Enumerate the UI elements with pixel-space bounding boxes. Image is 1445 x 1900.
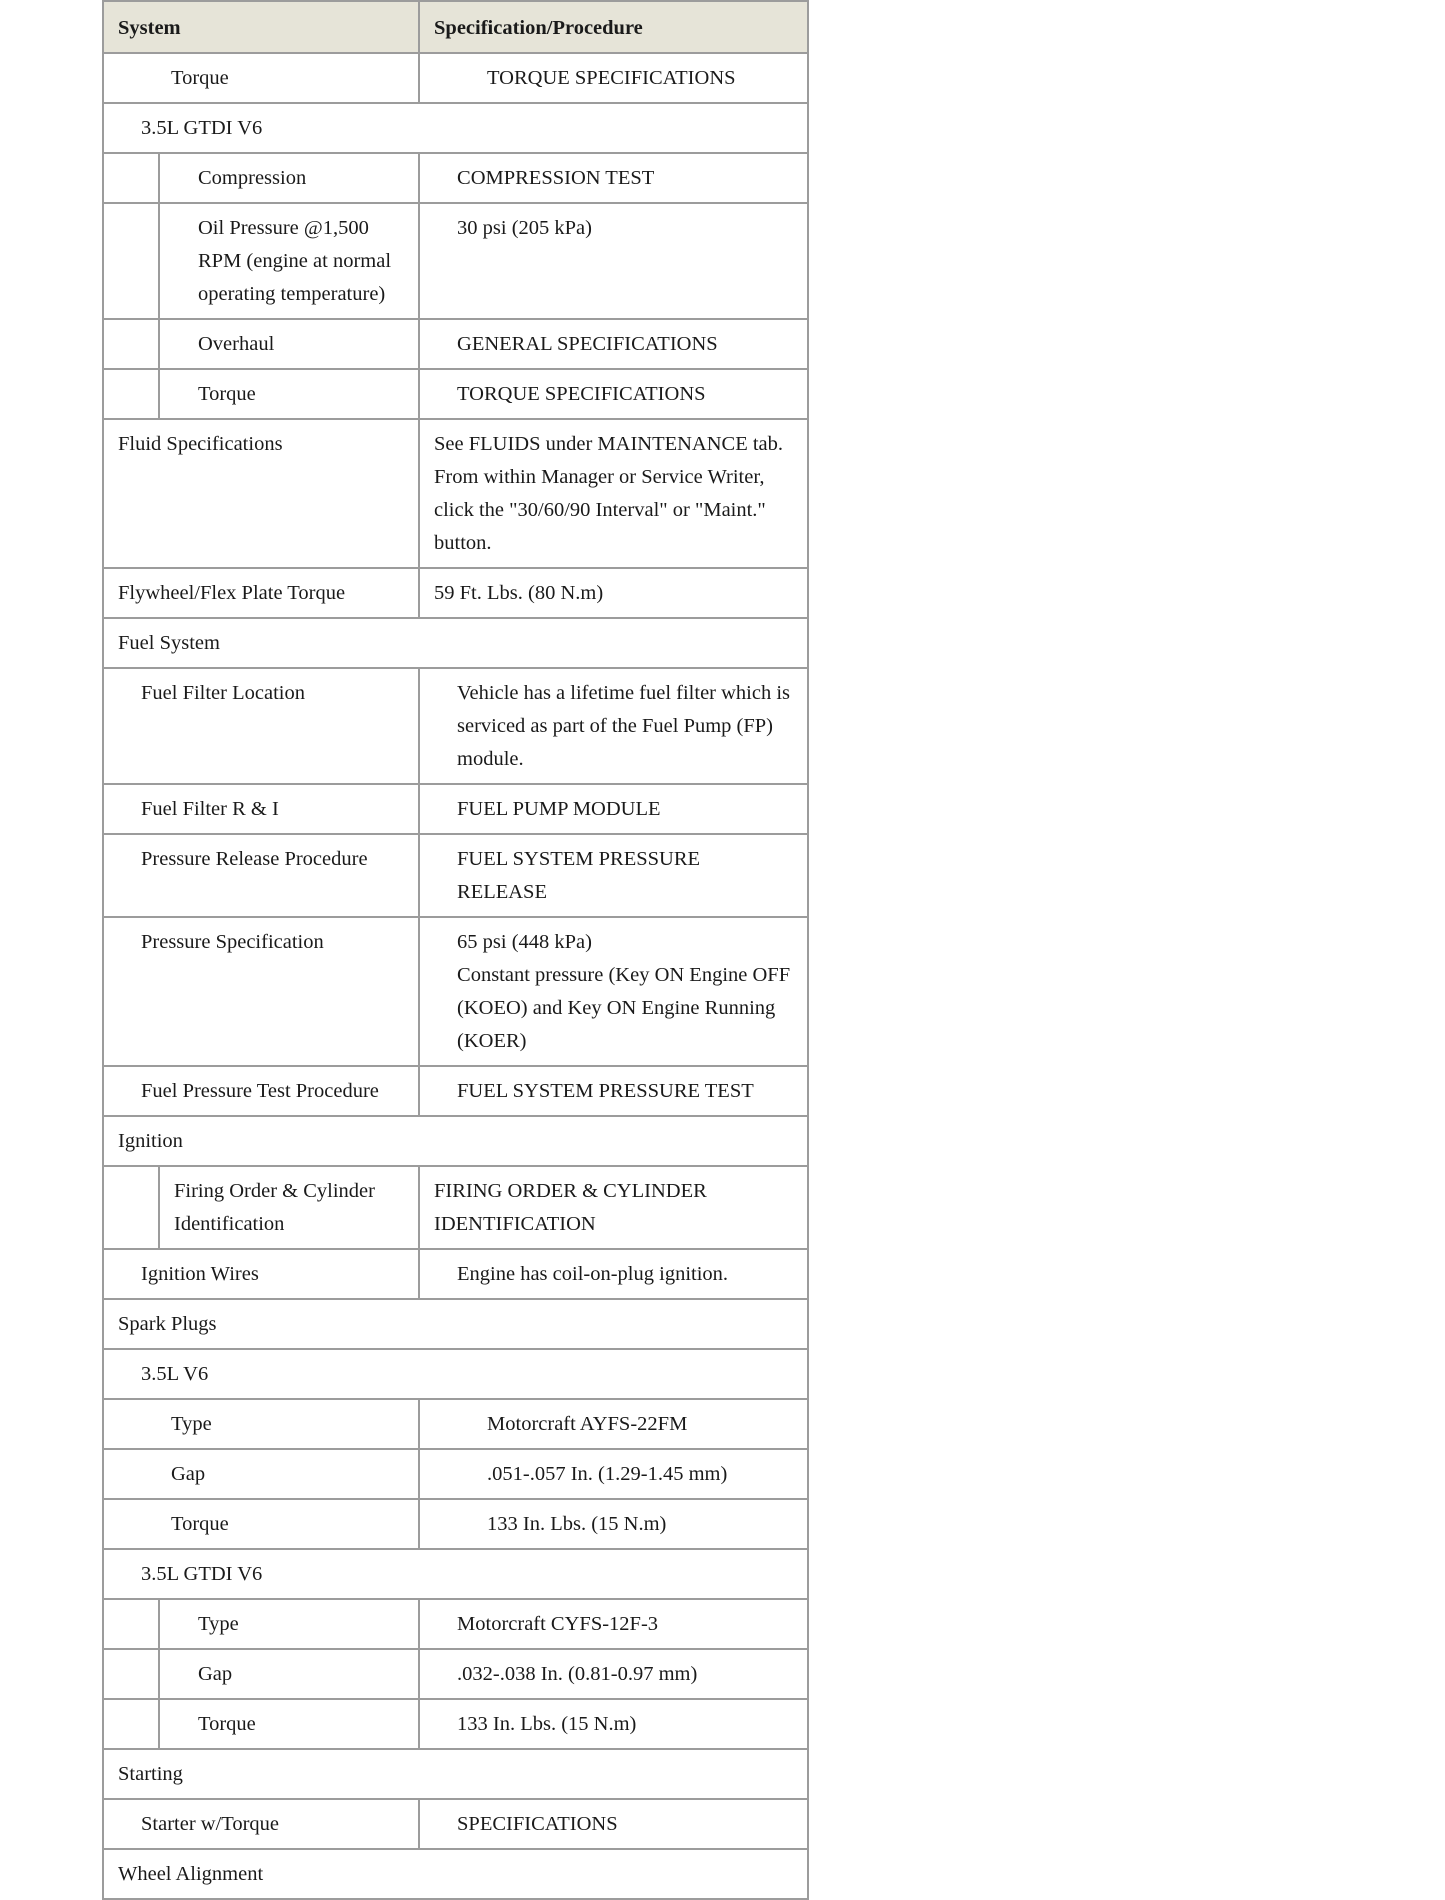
table-row	[103, 419, 808, 568]
table-row	[103, 1249, 808, 1299]
system-cell	[159, 1599, 419, 1649]
table-row	[103, 1699, 808, 1749]
spec-cell	[419, 1449, 808, 1499]
system-cell	[103, 668, 419, 784]
spec-text: FIRING ORDER & CYLINDER IDENTIFICATION	[434, 1180, 707, 1235]
system-label: Type	[171, 1413, 212, 1435]
spec-text: Motorcraft AYFS-22FM	[487, 1413, 688, 1435]
system-label: Oil Pressure @1,500 RPM (engine at normal operating temperature)	[198, 217, 392, 305]
spec-cell	[419, 784, 808, 834]
table-row	[103, 618, 808, 668]
spec-text: 65 psi (448 kPa)	[457, 931, 592, 953]
table-row	[103, 1449, 808, 1499]
spec-cell	[419, 568, 808, 618]
spec-cell	[419, 1166, 808, 1249]
table-row	[103, 1599, 808, 1649]
spec-cell	[419, 53, 808, 103]
spec-cell	[419, 369, 808, 419]
system-cell	[159, 153, 419, 203]
spec-text: Constant pressure (Key ON Engine OFF (KOEO) and Key ON Engine Running (KOER)	[457, 964, 791, 1052]
spec-text: 133 In. Lbs. (15 N.m)	[457, 1713, 637, 1735]
system-cell	[159, 319, 419, 369]
group-label: Spark Plugs	[118, 1313, 217, 1335]
table-row	[103, 1299, 808, 1349]
table-row	[103, 369, 808, 419]
indent-stub-cell	[103, 1699, 159, 1749]
system-cell	[103, 419, 419, 568]
system-label: Flywheel/Flex Plate Torque	[118, 582, 346, 604]
group-row-label	[103, 1849, 808, 1899]
group-label: 3.5L GTDI V6	[141, 117, 263, 139]
spec-text: .032-.038 In. (0.81-0.97 mm)	[457, 1663, 698, 1685]
system-label: Fuel Filter R & I	[141, 798, 279, 820]
group-label: Starting	[118, 1763, 183, 1785]
system-column-header: System	[103, 1, 419, 53]
group-label: Fuel System	[118, 632, 220, 654]
system-cell	[159, 369, 419, 419]
table-row	[103, 784, 808, 834]
spec-cell	[419, 1249, 808, 1299]
system-label: Gap	[198, 1663, 233, 1685]
system-label: Fluid Specifications	[118, 433, 283, 455]
system-cell	[159, 1649, 419, 1699]
system-label: Torque	[198, 1713, 256, 1735]
table-row	[103, 153, 808, 203]
spec-text: .051-.057 In. (1.29-1.45 mm)	[487, 1463, 728, 1485]
group-label: Wheel Alignment	[118, 1863, 264, 1885]
spec-cell	[419, 834, 808, 917]
system-label: Type	[198, 1613, 239, 1635]
table-row	[103, 668, 808, 784]
indent-stub-cell	[103, 203, 159, 319]
indent-stub-cell	[103, 153, 159, 203]
indent-stub-cell	[103, 1599, 159, 1649]
system-label: Fuel Pressure Test Procedure	[141, 1080, 379, 1102]
system-cell	[103, 917, 419, 1066]
table-row	[103, 103, 808, 153]
system-cell	[103, 834, 419, 917]
system-label: Torque	[171, 67, 229, 89]
spec-text: TORQUE SPECIFICATIONS	[457, 383, 706, 405]
system-cell	[159, 203, 419, 319]
group-row-label	[103, 103, 808, 153]
spec-text: FUEL SYSTEM PRESSURE TEST	[457, 1080, 754, 1102]
table-row	[103, 1799, 808, 1849]
system-cell	[103, 1066, 419, 1116]
spec-text: Engine has coil-on-plug ignition.	[457, 1263, 729, 1285]
spec-text: FUEL PUMP MODULE	[457, 798, 661, 820]
system-cell	[103, 1799, 419, 1849]
spec-cell	[419, 1499, 808, 1549]
system-cell	[103, 1249, 419, 1299]
spec-text: COMPRESSION TEST	[457, 167, 655, 189]
spec-cell	[419, 1399, 808, 1449]
table-row	[103, 1066, 808, 1116]
system-cell	[159, 1166, 419, 1249]
indent-stub-cell	[103, 1166, 159, 1249]
table-row	[103, 1349, 808, 1399]
spec-text: FUEL SYSTEM PRESSURE RELEASE	[457, 848, 701, 903]
system-label: Torque	[198, 383, 256, 405]
system-label: Pressure Release Procedure	[141, 848, 368, 870]
system-cell	[103, 784, 419, 834]
spec-text: 59 Ft. Lbs. (80 N.m)	[434, 582, 604, 604]
specification-table	[102, 0, 809, 1900]
header-row	[103, 1, 808, 53]
spec-cell	[419, 203, 808, 319]
table-row	[103, 568, 808, 618]
spec-cell	[419, 1699, 808, 1749]
table-row	[103, 1849, 808, 1899]
table-row	[103, 834, 808, 917]
table-row	[103, 1649, 808, 1699]
table-row	[103, 1499, 808, 1549]
spec-text: TORQUE SPECIFICATIONS	[487, 67, 736, 89]
spec-text: 30 psi (205 kPa)	[457, 217, 592, 239]
group-row-label	[103, 1349, 808, 1399]
table-row	[103, 319, 808, 369]
table-row	[103, 1399, 808, 1449]
spec-cell	[419, 1799, 808, 1849]
spec-cell	[419, 668, 808, 784]
spec-cell	[419, 153, 808, 203]
spec-text: 133 In. Lbs. (15 N.m)	[487, 1513, 667, 1535]
table-row	[103, 1549, 808, 1599]
indent-stub-cell	[103, 319, 159, 369]
system-label: Firing Order & Cylinder Identification	[174, 1180, 375, 1235]
group-row-label	[103, 1116, 808, 1166]
spec-cell	[419, 1649, 808, 1699]
system-cell	[103, 568, 419, 618]
group-label: 3.5L V6	[141, 1363, 209, 1385]
table-row	[103, 1166, 808, 1249]
group-row-label	[103, 1549, 808, 1599]
system-label: Torque	[171, 1513, 229, 1535]
group-label: Ignition	[118, 1130, 183, 1152]
spec-cell	[419, 419, 808, 568]
spec-text: GENERAL SPECIFICATIONS	[457, 333, 718, 355]
system-label: Overhaul	[198, 333, 275, 355]
spec-text: See FLUIDS under MAINTENANCE tab. From within Manager or Service Writer, click the "30/60/90 Interval" or "Maint." button.	[434, 433, 784, 554]
group-label: 3.5L GTDI V6	[141, 1563, 263, 1585]
system-label: Starter w/Torque	[141, 1813, 280, 1835]
system-label: Pressure Specification	[141, 931, 324, 953]
spec-cell	[419, 917, 808, 1066]
indent-stub-cell	[103, 1649, 159, 1699]
group-row-label	[103, 1299, 808, 1349]
system-label: Gap	[171, 1463, 206, 1485]
spec-cell	[419, 1599, 808, 1649]
table-row	[103, 1116, 808, 1166]
spec-cell	[419, 319, 808, 369]
spec-text: Motorcraft CYFS-12F-3	[457, 1613, 659, 1635]
table-row	[103, 1749, 808, 1799]
table-row	[103, 53, 808, 103]
system-cell	[103, 1449, 419, 1499]
system-cell	[103, 1499, 419, 1549]
indent-stub-cell	[103, 369, 159, 419]
group-row-label	[103, 618, 808, 668]
system-label: Compression	[198, 167, 307, 189]
system-cell	[103, 53, 419, 103]
system-label: Ignition Wires	[141, 1263, 259, 1285]
table-row	[103, 203, 808, 319]
spec-cell	[419, 1066, 808, 1116]
spec-text: SPECIFICATIONS	[457, 1813, 618, 1835]
spec-text: Vehicle has a lifetime fuel filter which is serviced as part of the Fuel Pump (FP) module.	[457, 682, 791, 770]
system-cell	[159, 1699, 419, 1749]
table-row	[103, 917, 808, 1066]
spec-column-header: Specification/Procedure	[419, 1, 808, 53]
group-row-label	[103, 1749, 808, 1799]
system-cell	[103, 1399, 419, 1449]
system-label: Fuel Filter Location	[141, 682, 305, 704]
